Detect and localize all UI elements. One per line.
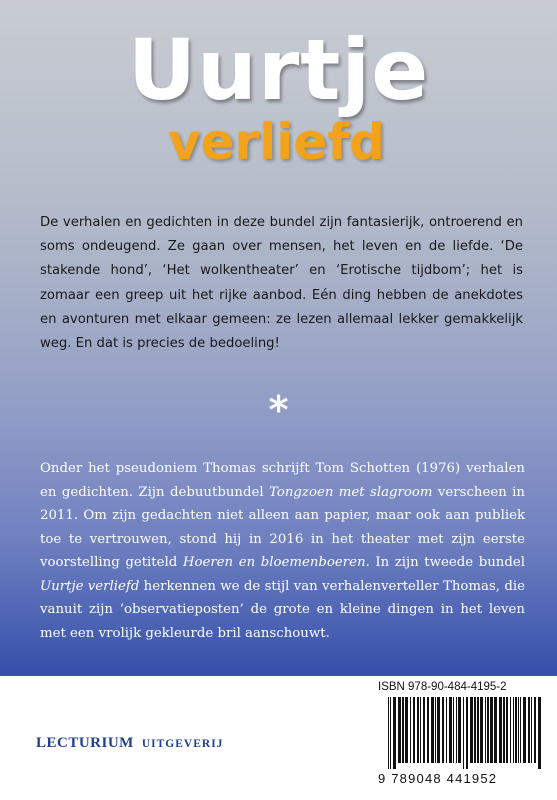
barcode-bar: [405, 697, 408, 763]
barcode-bar: [490, 697, 493, 763]
barcode-bar: [480, 697, 483, 763]
barcode-bar: [431, 697, 434, 763]
publisher-name: LECTURIUM: [36, 735, 134, 751]
isbn-label: ISBN 978-90-484-4195-2: [378, 681, 507, 693]
barcode-bar: [417, 697, 419, 763]
barcode-bar: [398, 697, 401, 763]
barcode-bar: [487, 697, 489, 763]
barcode-bar: [477, 697, 479, 763]
barcode-bar: [531, 697, 532, 763]
publisher-sub: UITGEVERIJ: [141, 738, 224, 750]
barcode-bar: [470, 697, 473, 763]
barcode-bar: [442, 697, 444, 763]
barcode-bar: [494, 697, 497, 763]
barcode-bar: [503, 697, 505, 763]
barcode-bar: [390, 697, 391, 769]
barcode-bar: [456, 697, 457, 763]
barcode-bar: [453, 697, 454, 763]
bio-text-3: . In zijn tweede bundel: [365, 555, 525, 570]
barcode-bar: [528, 697, 530, 763]
barcode-bar: [463, 697, 464, 769]
barcode-bar: [420, 697, 421, 763]
barcode-bar: [393, 697, 396, 769]
barcode-bar: [402, 697, 404, 763]
publisher-logo: [36, 734, 223, 752]
barcode-bar: [520, 697, 521, 763]
bio-text-1: Onder het pseudoniem Thomas schrijft Tom Schotten (1976) verhalen en gedichten. Zijn debuutbundel: [40, 461, 525, 500]
barcode-bar: [423, 697, 425, 763]
bio-text-4: herkennen we de stijl van verhalenverteller Thomas, die vanuit zijn ‘observatieposten’ de grote en kleine dingen in het leven met een vrolijk gekleurde bril aanschouwt.: [40, 578, 525, 641]
barcode-bar: [523, 697, 526, 763]
author-bio: [40, 457, 525, 645]
bio-title-1: Tongzoen met slagroom: [269, 484, 433, 500]
barcode-bar: [427, 697, 429, 763]
barcode-bar: [499, 697, 502, 763]
barcode-bar: [458, 697, 461, 763]
barcode-bar: [413, 697, 415, 763]
bio-title-3: Uurtje verliefd: [40, 578, 140, 594]
book-subtitle: verliefd: [168, 113, 385, 171]
barcode-bar: [538, 697, 541, 769]
barcode-bar: [446, 697, 447, 763]
barcode: [386, 697, 546, 769]
barcode-bar: [534, 697, 536, 763]
barcode-bar: [510, 697, 511, 763]
barcode-bar: [449, 697, 452, 763]
barcode-bar: [485, 697, 486, 763]
barcode-bar: [506, 697, 508, 763]
barcode-bar: [474, 697, 476, 763]
blurb-text: De verhalen en gedichten in deze bundel zijn fantasierijk, ontroerend en soms ondeugend. Ze gaan over mensen, het leven en de liefde. ‘De stakende hond’, ‘Het wolkentheater’ en ‘Erotische tijdbom’; het is zomaar een greep uit het rijke aanbod. Eén ding hebben de anekdotes en avonturen met elkaar gemeen: ze lezen allemaal lekker gemakkelijk weg. En dat is precies de bedoeling!: [40, 215, 523, 352]
barcode-bar: [518, 697, 519, 763]
barcode-digits: 9 789048 441952: [378, 771, 498, 786]
barcode-bar: [388, 697, 389, 769]
bio-title-2: Hoeren en bloemenboeren: [182, 555, 366, 570]
barcode-bar: [513, 697, 514, 763]
bio-text-2: verscheen in 2011. Om zijn gedachten niet alleen aan papier, maar ook aan publiek toe te vertrouwen, stond hij in 2016 in het theater met zijn eerste voorstelling getiteld: [40, 484, 525, 570]
barcode-bar: [515, 697, 517, 763]
separator-star: *: [268, 388, 289, 432]
barcode-bar: [437, 697, 440, 763]
barcode-bar: [410, 697, 411, 763]
book-title: Uurtje: [127, 21, 430, 119]
barcode-bar: [435, 697, 436, 763]
barcode-bar: [466, 697, 468, 769]
